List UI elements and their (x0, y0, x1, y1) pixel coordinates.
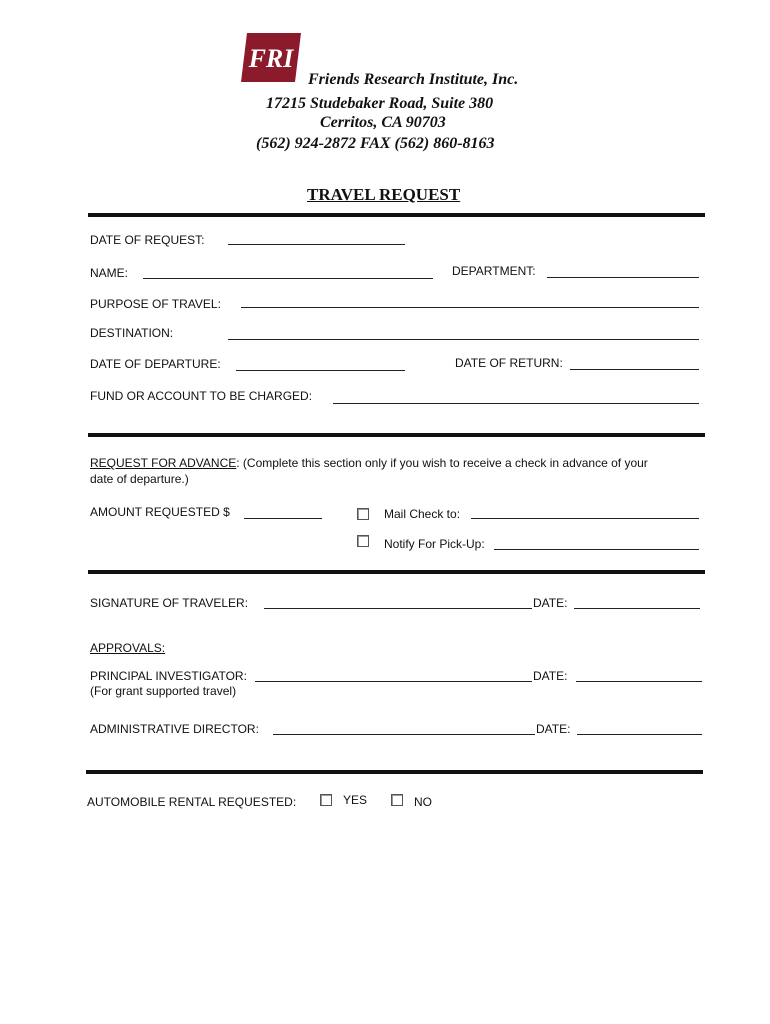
return-field[interactable] (570, 369, 699, 370)
admin-date-field[interactable] (577, 734, 702, 735)
approvals-heading: APPROVALS: (90, 641, 166, 655)
org-name: Friends Research Institute, Inc. (308, 71, 519, 88)
traveler-signature-label: SIGNATURE OF TRAVELER: (90, 596, 249, 610)
admin-signature-field[interactable] (273, 734, 535, 735)
org-address-1: 17215 Studebaker Road, Suite 380 (266, 95, 494, 112)
notify-pickup-label: Notify For Pick-Up: (384, 537, 485, 551)
amount-label: AMOUNT REQUESTED $ (90, 505, 230, 519)
section-divider (88, 570, 705, 574)
fund-field[interactable] (333, 403, 699, 404)
traveler-date-label: DATE: (533, 596, 568, 610)
departure-label: DATE OF DEPARTURE: (90, 357, 221, 371)
pi-date-field[interactable] (576, 681, 702, 682)
org-address-2: Cerritos, CA 90703 (320, 114, 446, 131)
amount-field[interactable] (244, 518, 322, 519)
fri-logo (241, 33, 301, 82)
auto-yes-label: YES (343, 793, 368, 807)
advance-heading: REQUEST FOR ADVANCE (90, 456, 237, 470)
section-divider (86, 770, 703, 774)
purpose-field[interactable] (241, 307, 699, 308)
mail-check-field[interactable] (471, 518, 699, 519)
purpose-label: PURPOSE OF TRAVEL: (90, 297, 221, 311)
pi-label: PRINCIPAL INVESTIGATOR: (90, 669, 247, 683)
mail-check-checkbox[interactable] (357, 508, 369, 520)
advance-note (90, 456, 648, 470)
pi-signature-field[interactable] (255, 681, 532, 682)
notify-pickup-checkbox[interactable] (357, 535, 369, 547)
section-divider (88, 433, 705, 437)
destination-label: DESTINATION: (90, 326, 174, 340)
admin-date-label: DATE: (536, 722, 571, 736)
section-divider (88, 213, 705, 217)
department-label: DEPARTMENT: (452, 264, 536, 278)
auto-yes-checkbox[interactable] (320, 794, 332, 806)
date-of-request-field[interactable] (228, 244, 405, 245)
pi-date-label: DATE: (533, 669, 568, 683)
name-field[interactable] (143, 278, 433, 279)
logo-text: FRI (248, 44, 294, 73)
departure-field[interactable] (236, 370, 405, 371)
return-label: DATE OF RETURN: (455, 356, 563, 370)
admin-label: ADMINISTRATIVE DIRECTOR: (90, 722, 259, 736)
pi-note: (For grant supported travel) (90, 684, 237, 698)
date-of-request-label: DATE OF REQUEST: (90, 233, 205, 247)
fund-label: FUND OR ACCOUNT TO BE CHARGED: (90, 389, 313, 403)
auto-rental-label: AUTOMOBILE RENTAL REQUESTED: (87, 795, 297, 809)
mail-check-label: Mail Check to: (384, 507, 461, 521)
department-field[interactable] (547, 277, 699, 278)
org-phone-fax: (562) 924-2872 FAX (562) 860-8163 (256, 135, 495, 152)
destination-field[interactable] (228, 339, 699, 340)
auto-no-label: NO (414, 795, 432, 809)
advance-note-line2: date of departure.) (90, 472, 189, 486)
advance-note-line1: : (Complete this section only if you wish to receive a check in advance of your (236, 456, 648, 470)
auto-no-checkbox[interactable] (391, 794, 403, 806)
notify-pickup-field[interactable] (494, 549, 699, 550)
form-title: TRAVEL REQUEST (307, 185, 461, 204)
traveler-date-field[interactable] (574, 608, 700, 609)
name-label: NAME: (90, 266, 129, 280)
traveler-signature-field[interactable] (264, 608, 532, 609)
